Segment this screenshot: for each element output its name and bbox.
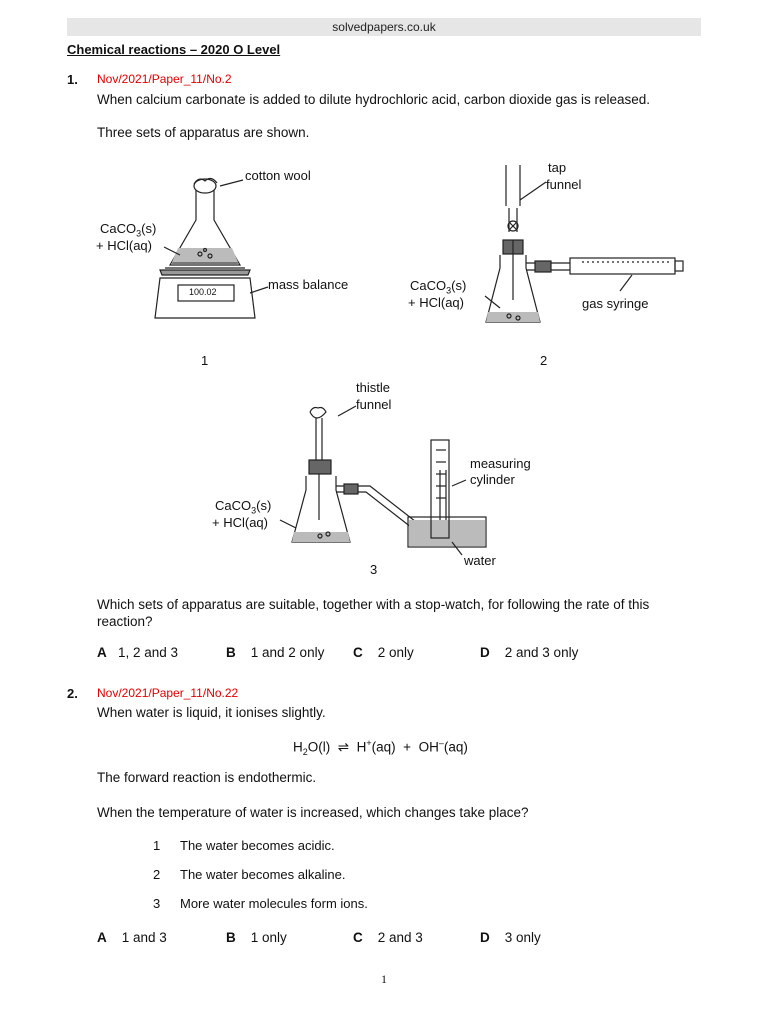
q2-option-a: A 1 and 3 xyxy=(97,930,167,945)
question-1-text: Which sets of apparatus are suitable, together with a stop-watch, for following the rate of this xyxy=(97,597,650,612)
apparatus-1 xyxy=(155,178,268,318)
question-1-ref: Nov/2021/Paper_11/No.2 xyxy=(97,72,232,86)
question-2-ref: Nov/2021/Paper_11/No.22 xyxy=(97,686,239,700)
label-funnel: funnel xyxy=(546,177,582,192)
page-number: 1 xyxy=(381,972,387,986)
statement-1-number: 1 xyxy=(153,838,161,853)
question-1-text-2: reaction? xyxy=(97,614,153,629)
question-2-text: When the temperature of water is increased, which changes take place? xyxy=(97,805,529,820)
statement-2-number: 2 xyxy=(153,867,161,882)
label-hcl-1: + HCl(aq) xyxy=(96,238,152,253)
statement-1: The water becomes acidic. xyxy=(180,838,335,853)
q2-option-d: D 3 only xyxy=(480,930,541,945)
question-2-stem: When water is liquid, it ionises slightly. xyxy=(97,705,326,720)
label-hcl-3: + HCl(aq) xyxy=(212,515,268,530)
q1-option-b: B 1 and 2 only xyxy=(226,645,325,660)
page-title: Chemical reactions – 2020 O Level xyxy=(67,42,281,57)
label-tap: tap xyxy=(548,160,567,175)
apparatus-3 xyxy=(280,406,486,555)
label-cylinder: cylinder xyxy=(470,472,515,487)
label-gas-syringe: gas syringe xyxy=(582,296,649,311)
label-thistle-funnel: funnel xyxy=(356,397,392,412)
q2-option-c: C 2 and 3 xyxy=(353,930,423,945)
statement-3-number: 3 xyxy=(153,896,161,911)
apparatus-3-number: 3 xyxy=(370,562,378,577)
q1-option-c: C 2 only xyxy=(353,645,414,660)
equation: $H_2O(l)$ ⇌ H+(aq) + OH–(aq) xyxy=(293,738,468,758)
label-mass-balance: mass balance xyxy=(268,277,349,292)
apparatus-2-number: 2 xyxy=(540,353,548,368)
label-caco3-2: CaCO$_3$(s) xyxy=(410,278,467,296)
acid-liquid xyxy=(172,248,238,262)
q1-option-a: A 1, 2 and 3 xyxy=(97,645,179,660)
question-1-intro: Three sets of apparatus are shown. xyxy=(97,125,310,140)
question-2-info: The forward reaction is endothermic. xyxy=(97,770,317,785)
statement-3: More water molecules form ions. xyxy=(180,896,368,911)
label-cotton-wool: cotton wool xyxy=(245,168,311,183)
label-thistle: thistle xyxy=(356,380,390,395)
statement-2: The water becomes alkaline. xyxy=(180,867,346,882)
label-caco3-1: CaCO$_3$(s) xyxy=(100,221,157,239)
label-water: water xyxy=(464,553,496,568)
site-header: solvedpapers.co.uk xyxy=(67,18,701,36)
question-2-number: 2. xyxy=(67,686,78,701)
balance-reading: 100.02 xyxy=(189,287,217,297)
label-caco3-3: CaCO$_3$(s) xyxy=(215,498,272,516)
question-1-stem: When calcium carbonate is added to dilute hydrochloric acid, carbon dioxide gas is released. xyxy=(97,92,651,107)
question-1-number: 1. xyxy=(67,72,78,87)
q2-option-b: B 1 only xyxy=(226,930,287,945)
label-hcl-2: + HCl(aq) xyxy=(408,295,464,310)
q1-option-d: D 2 and 3 only xyxy=(480,645,579,660)
label-measuring: measuring xyxy=(470,456,531,471)
apparatus-1-number: 1 xyxy=(201,353,209,368)
